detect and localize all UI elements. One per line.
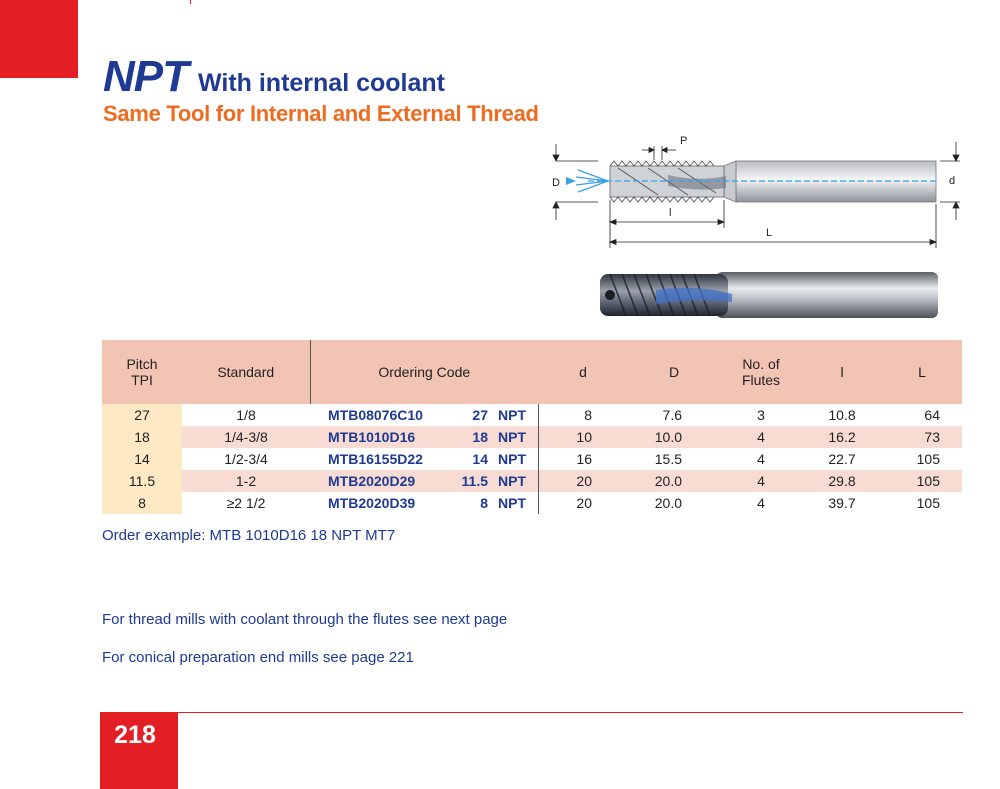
label-l: l <box>669 207 672 219</box>
cell-l: 39.7 <box>802 492 882 514</box>
cell-L: 105 <box>882 448 962 470</box>
cell-D: 7.6 <box>628 404 720 426</box>
cell-d: 10 <box>538 426 628 448</box>
cell-L: 105 <box>882 492 962 514</box>
label-L: L <box>766 227 773 239</box>
header-L: L <box>882 340 962 404</box>
thread-mill-diagram <box>548 130 968 250</box>
specification-table <box>102 340 962 514</box>
label-D: D <box>552 177 560 189</box>
order-example-note: Order example: MTB 1010D16 18 NPT MT7 <box>102 527 396 544</box>
page-number: 218 <box>114 721 156 749</box>
cell-ordering-code: MTB1010D16 18 NPT <box>310 426 538 448</box>
cell-pitch: 11.5 <box>102 470 182 492</box>
cell-flutes: 4 <box>720 492 802 514</box>
cell-flutes: 4 <box>720 448 802 470</box>
cell-D: 10.0 <box>628 426 720 448</box>
cell-L: 105 <box>882 470 962 492</box>
cell-D: 20.0 <box>628 470 720 492</box>
cell-ordering-code: MTB2020D39 8 NPT <box>310 492 538 514</box>
title-npt: NPT <box>103 52 188 101</box>
see-next-page-note: For thread mills with coolant through the flutes see next page <box>102 611 508 628</box>
cell-standard: 1/4-3/8 <box>182 426 310 448</box>
cell-L: 64 <box>882 404 962 426</box>
table-header-row <box>102 340 962 404</box>
label-P: P <box>680 135 688 147</box>
table-row <box>102 470 962 492</box>
cell-flutes: 3 <box>720 404 802 426</box>
cell-l: 29.8 <box>802 470 882 492</box>
thread-mill-photo <box>596 268 942 322</box>
cell-ordering-code: MTB2020D29 11.5 NPT <box>310 470 538 492</box>
footer-rule <box>100 712 963 713</box>
header-standard: Standard <box>182 340 310 404</box>
dim-P <box>642 146 676 160</box>
cell-L: 73 <box>882 426 962 448</box>
table-row <box>102 426 962 448</box>
page-subtitle: Same Tool for Internal and External Thread <box>103 101 539 126</box>
header-D: D <box>628 340 720 404</box>
header-l: l <box>802 340 882 404</box>
cell-pitch: 14 <box>102 448 182 470</box>
cell-l: 10.8 <box>802 404 882 426</box>
cell-d: 8 <box>538 404 628 426</box>
header-pitch: Pitch TPI <box>102 340 182 404</box>
cell-standard: 1-2 <box>182 470 310 492</box>
title-with-internal-coolant: With internal coolant <box>198 69 445 97</box>
cell-pitch: 8 <box>102 492 182 514</box>
cell-d: 20 <box>538 492 628 514</box>
header-ordering-code: Ordering Code <box>310 340 538 404</box>
table-row <box>102 404 962 426</box>
cell-d: 16 <box>538 448 628 470</box>
cell-ordering-code: MTB16155D22 14 NPT <box>310 448 538 470</box>
cell-pitch: 18 <box>102 426 182 448</box>
page-number-box <box>100 713 178 789</box>
corner-color-tab <box>0 0 78 78</box>
cell-ordering-code: MTB08076C10 27 NPT <box>310 404 538 426</box>
cell-l: 16.2 <box>802 426 882 448</box>
cell-D: 15.5 <box>628 448 720 470</box>
cell-flutes: 4 <box>720 470 802 492</box>
dim-L <box>610 204 936 248</box>
cell-d: 20 <box>538 470 628 492</box>
cell-D: 20.0 <box>628 492 720 514</box>
header-d: d <box>538 340 628 404</box>
cell-standard: 1/2-3/4 <box>182 448 310 470</box>
table-row <box>102 448 962 470</box>
page-title <box>103 52 445 102</box>
label-d: d <box>949 175 956 187</box>
cell-l: 22.7 <box>802 448 882 470</box>
dim-l <box>610 200 724 228</box>
cell-flutes: 4 <box>720 426 802 448</box>
cell-standard: 1/8 <box>182 404 310 426</box>
table-row <box>102 492 962 514</box>
cell-standard: ≥2 1/2 <box>182 492 310 514</box>
see-conical-note: For conical preparation end mills see page 221 <box>102 649 414 666</box>
cell-pitch: 27 <box>102 404 182 426</box>
header-flutes: No. of Flutes <box>720 340 802 404</box>
top-tick-mark <box>190 0 191 4</box>
